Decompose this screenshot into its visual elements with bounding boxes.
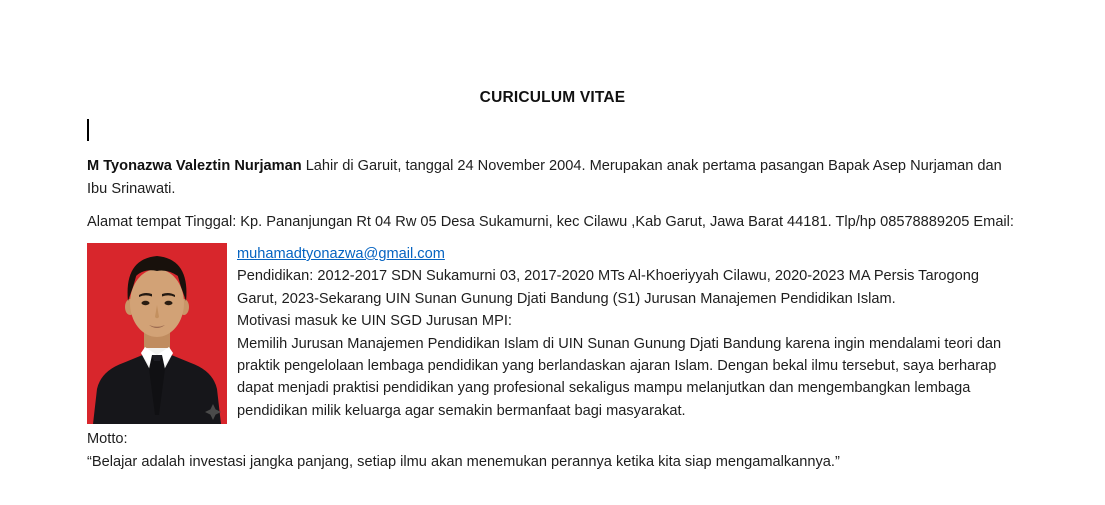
photo-and-details-row bbox=[87, 243, 1018, 424]
intro-text: Lahir di Garuit, tanggal 24 November 2004. Merupakan anak pertama pasangan Bapak Asep Nurjaman dan Ibu Srinawati. bbox=[87, 158, 1002, 197]
address-text: Alamat tempat Tinggal: Kp. Pananjungan Rt 04 Rw 05 Desa Sukamurni, kec Cilawu ,Kab Garut, Jawa Barat 44181. Tlp/hp 08578889205 Email: bbox=[87, 214, 1014, 230]
details-beside-photo bbox=[237, 243, 1018, 422]
address-line bbox=[87, 211, 1018, 234]
id-photo-graphic bbox=[87, 243, 227, 424]
profile-photo bbox=[87, 243, 227, 424]
email-link[interactable]: muhamadtyonazwa@gmail.com bbox=[237, 246, 445, 262]
motto-quote: “Belajar adalah investasi jangka panjang, setiap ilmu akan menemukan perannya ketika kita siap mengamalkannya.” bbox=[87, 454, 840, 470]
empty-paragraph bbox=[87, 119, 1018, 143]
motivation-text: Memilih Jurusan Manajemen Pendidikan Islam di UIN Sunan Gunung Djati Bandung karena ingin mendalami teori dan praktik pengelolaan lembaga pendidikan yang berlandaskan ajaran Islam. Dengan bekal ilmu tersebut, saya berharap dapat menjadi praktisi pendidikan yang profesional sekaligus mampu melanjutkan dan mengembangkan lembaga pendidikan milik keluarga agar semakin bermanfaat bagi masyarakat. bbox=[237, 335, 1002, 419]
motto-label: Motto: bbox=[87, 431, 128, 447]
text-cursor bbox=[87, 119, 89, 141]
education-text: Pendidikan: 2012-2017 SDN Sukamurni 03, 2017-2020 MTs Al-Khoeriyyah Cilawu, 2020-2023 MA Persis Tarogong Garut, 2023-Sekarang UIN Sunan Gunung Djati Bandung (S1) Jurusan Manajemen Pendidikan Islam. bbox=[237, 268, 980, 307]
motivation-label: Motivasi masuk ke UIN SGD Jurusan MPI: bbox=[237, 313, 512, 330]
intro-paragraph bbox=[87, 155, 1018, 201]
person-name: M Tyonazwa Valeztin Nurjaman bbox=[87, 158, 302, 174]
page-title: CURICULUM VITAE bbox=[479, 89, 626, 106]
